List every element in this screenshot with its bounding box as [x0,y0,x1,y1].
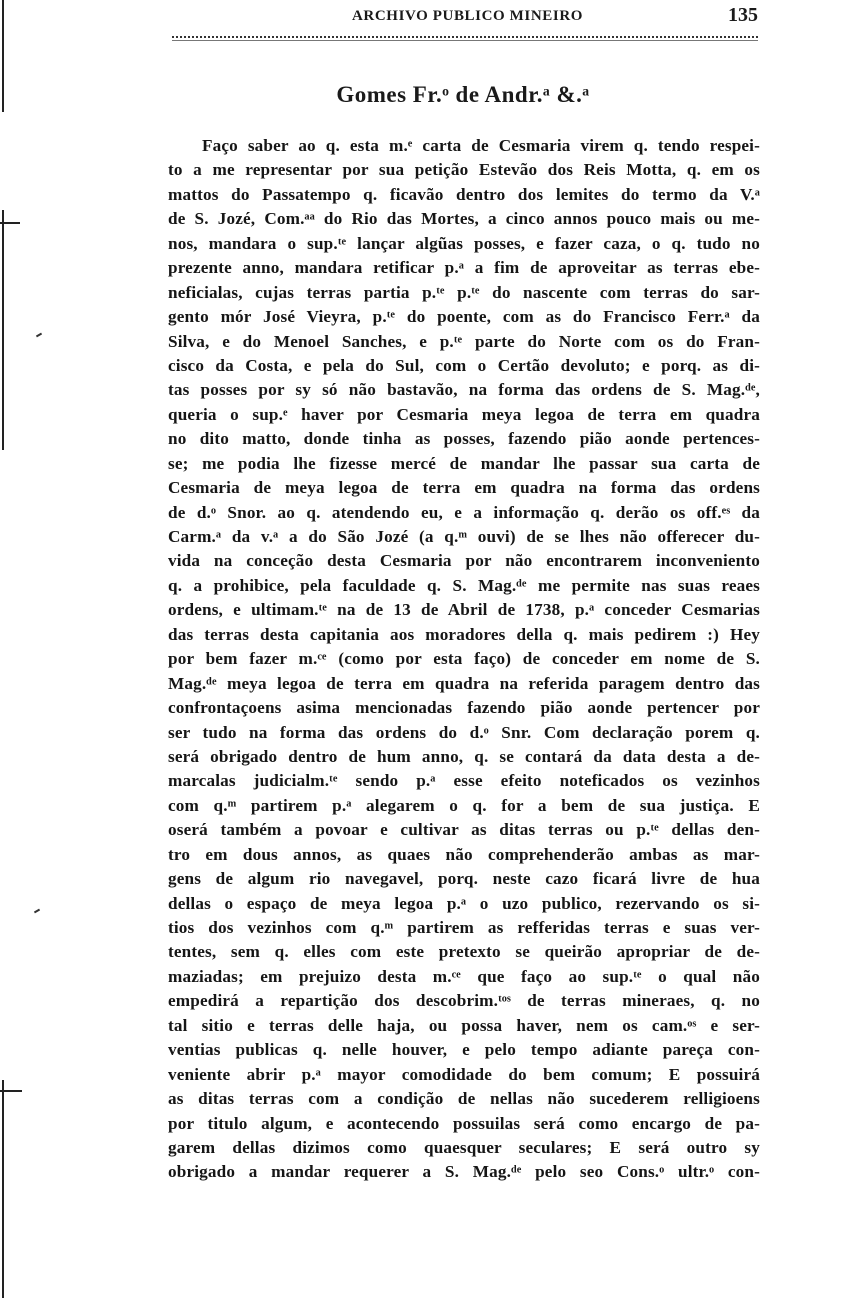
text-line: maziadas; em prejuizo desta m.ᶜᵉ que faço ao sup.ᵗᵉ o qual não [168,966,760,986]
text-line: de S. Jozé, Com.ᵃᵃ do Rio das Mortes, a cinco annos pouco mais ou me- [168,209,760,229]
text-line: tro em dous annos, as quaes não comprehenderão ambas as mar- [168,844,760,864]
text-line: com q.ᵐ partirem p.ᵃ alegarem o q. for a bem de sua justiça. E [168,795,760,815]
text-line: nos, mandara o sup.ᵗᵉ lançar algũas posses, e fazer caza, o q. tudo no [168,233,760,253]
scan-speck [36,333,42,338]
page-number: 135 [728,4,758,26]
text-line: vida na conceção desta Cesmaria por não encontrarem inconveniento [168,551,760,571]
text-line: de d.ᵒ Snor. ao q. atendendo eu, e a informação q. derão os off.ᵉˢ da [168,502,760,522]
text-line: cisco da Costa, e pela do Sul, com o Certão devoluto; e porq. as di- [168,355,760,375]
text-line: oserá também a povoar e cultivar as ditas terras ou p.ᵗᵉ dellas den- [168,820,760,840]
text-line: por titulo algum, e acontecendo possuilas será como encargo de pa- [168,1113,760,1133]
text-line: marcalas judicialm.ᵗᵉ sendo p.ᵃ esse efeito noteficados os vezinhos [168,771,760,791]
text-line: se; me podia lhe fizesse mercé de mandar lhe passar sua carta de [168,453,760,473]
text-line: garem dellas dizimos como quaesquer seculares; E será outro sy [168,1137,760,1157]
text-line: ordens, e ultimam.ᵗᵉ na de 13 de Abril de 1738, p.ᵃ conceder Cesmarias [168,600,760,620]
text-line: as ditas terras com a condição de nellas não sucederem relligioens [168,1089,760,1109]
header-rule [172,36,758,38]
scan-speck [34,909,40,914]
text-line: por bem fazer m.ᶜᵉ (como por esta faço) de conceder em nome de S. [168,649,760,669]
text-line: será obrigado dentro de hum anno, q. se contará da data desta a de- [168,746,760,766]
text-line: ser tudo na forma das ordens do d.ᵒ Snr. Com declaração porem q. [168,722,760,742]
text-line: Carm.ᵃ da v.ᵃ a do São Jozé (a q.ᵐ ouvi) de se lhes não offerecer du- [168,527,760,546]
text-line: veniente abrir p.ᵃ mayor comodidade do bem comum; E possuirá [168,1064,760,1084]
header-rule [172,40,758,41]
scan-edge-rule [2,0,4,112]
text-line: queria o sup.ᵉ haver por Cesmaria meya legoa de terra em quadra [168,404,760,424]
text-line: Faço saber ao q. esta m.ᵉ carta de Cesmaria virem q. tendo respei- [202,136,760,155]
text-line: gento mór José Vieyra, p.ᵗᵉ do poente, com as do Francisco Ferr.ᵃ da [168,307,760,327]
text-line: tios dos vezinhos com q.ᵐ partirem as refferidas terras e suas ver- [168,918,760,937]
text-line: tas posses por sy só não bastavão, na forma das ordens de S. Mag.ᵈᵉ, [168,380,760,400]
text-line: empedirá a repartição dos descobrim.ᵗᵒˢ de terras mineraes, q. no [168,991,760,1011]
text-line: neficialas, cujas terras partia p.ᵗᵉ p.ᵗᵉ do nascente com terras do sar- [168,282,760,302]
page-header [170,6,758,32]
text-line: dellas o espaço de meya legoa p.ᵃ o uzo publico, rezervando os si- [168,893,760,913]
text-line: das terras desta capitania aos moradores della q. mais pedirem :) Hey [168,624,760,644]
scan-edge-tick [0,222,20,224]
text-line: q. a prohibice, pela faculdade q. S. Mag.ᵈᵉ me permite nas suas reaes [168,575,760,595]
text-line: tal sitio e terras delle haja, ou possa haver, nem os cam.ᵒˢ e ser- [168,1015,760,1035]
document-title: Gomes Fr.ᵒ de Andr.ᵃ &.ᵃ [336,82,590,107]
text-line: prezente anno, mandara retificar p.ᵃ a fim de aproveitar as terras ebe- [168,258,760,278]
text-line: Mag.ᵈᵉ meya legoa de terra em quadra na referida paragem dentro das [168,673,760,693]
text-line: obrigado a mandar requerer a S. Mag.ᵈᵉ pelo seo Cons.ᵒ ultr.ᵒ con- [168,1162,760,1182]
text-line: no dito matto, donde tinha as posses, fazendo pião aonde pertences- [168,429,760,449]
body-text [168,134,760,1185]
text-line: confrontaçoens asima mencionadas fazendo pião aonde pertencer por [168,698,760,718]
running-head: ARCHIVO PUBLICO MINEIRO [352,8,584,24]
scan-edge-rule [2,210,4,450]
text-line: Silva, e do Menoel Sanches, e p.ᵗᵉ parte do Norte com os do Fran- [168,331,760,351]
text-line: to a me representar por sua petição Estevão dos Reis Motta, q. em os [168,160,760,180]
scan-edge-rule [2,1080,4,1298]
text-line: Cesmaria de meya legoa de terra em quadra na forma das ordens [168,478,760,498]
text-line: gens de algum rio navegavel, porq. neste cazo ficará livre de hua [168,869,760,889]
text-line: tentes, sem q. elles com este pretexto se queirão apropriar de de- [168,942,760,962]
scan-edge-tick [0,1090,22,1092]
text-line: ventias publicas q. nelle houver, e pelo tempo adiante pareça con- [168,1040,760,1060]
text-line: mattos do Passatempo q. ficavão dentro dos lemites do termo da V.ᵃ [168,184,760,204]
